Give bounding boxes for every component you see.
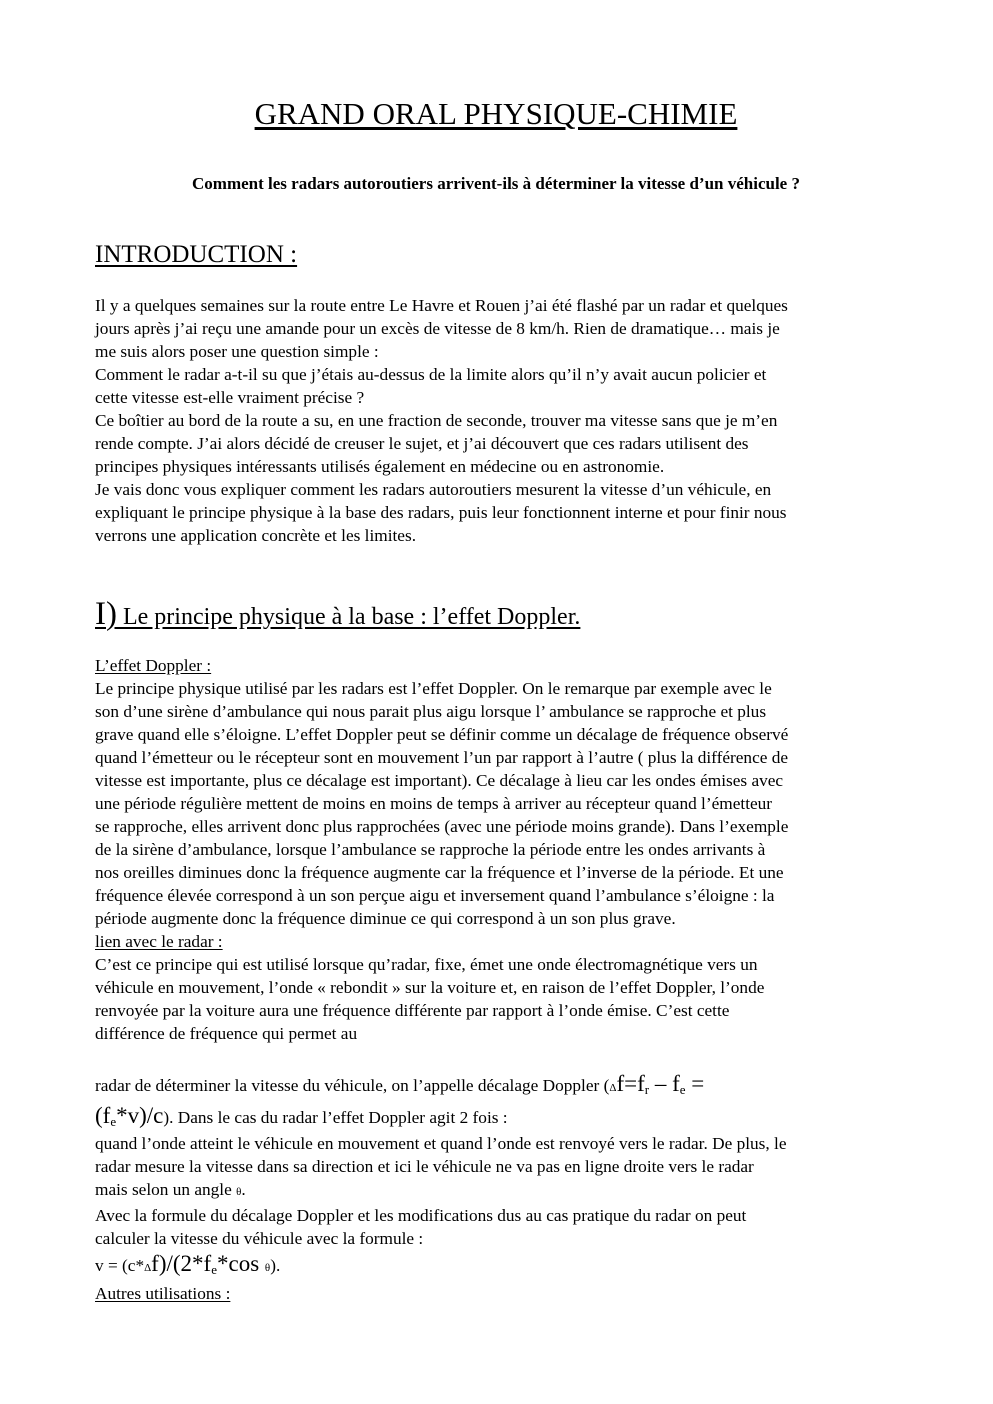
text-line: une période régulière mettent de moins en moins de temps à arriver au récepteur quand l’émetteur xyxy=(95,794,773,813)
formula-fragment: f=f xyxy=(616,1071,645,1096)
text-line: principes physiques intéressants utilisés également en médecine ou en astronomie. xyxy=(95,457,665,476)
text-line: véhicule en mouvement, l’onde « rebondit » sur la voiture et, en raison de l’effet Doppler, l’onde xyxy=(95,978,765,997)
text-line: fréquence élevée correspond à un son perçue aigu et inversement quand l’ambulance s’éloigne : la xyxy=(95,886,775,905)
text-line xyxy=(95,1178,905,1204)
text-line: cette vitesse est-elle vraiment précise ? xyxy=(95,388,365,407)
introduction-text xyxy=(95,294,905,547)
subscript-e: e xyxy=(211,1262,217,1277)
formula-text xyxy=(95,1070,905,1305)
text-line: Ce boîtier au bord de la route a su, en une fraction de seconde, trouver ma vitesse sans que je m’en xyxy=(95,411,778,430)
theta-symbol: θ xyxy=(264,1262,271,1274)
document-title: GRAND ORAL PHYSIQUE-CHIMIE xyxy=(254,96,738,131)
text-line: quand l’onde atteint le véhicule en mouvement et quand l’onde est renvoyé vers le radar. De plus, le xyxy=(95,1134,787,1153)
text-line: verrons une application concrète et les limites. xyxy=(95,526,417,545)
text-line: quand l’émetteur ou le récepteur sont en mouvement l’un par rapport à l’autre ( plus la différence de xyxy=(95,748,789,767)
formula-fragment: (f xyxy=(95,1103,111,1128)
text-line: Je vais donc vous expliquer comment les radars autoroutiers mesurent la vitesse d’un véhicule, en xyxy=(95,480,772,499)
text-line: me suis alors poser une question simple : xyxy=(95,342,379,361)
subscript-e: e xyxy=(679,1082,686,1097)
text-line: vitesse est importante, plus ce décalage est important). Ce décalage à lieu car les ondes émises avec xyxy=(95,771,784,790)
delta-symbol: Δ xyxy=(609,1082,617,1094)
text-line: jours après j’ai reçu une amande pour un excès de vitesse de 8 km/h. Rien de dramatique… mais je xyxy=(95,319,780,338)
text-fragment: mais selon un angle xyxy=(95,1180,237,1199)
formula-fragment: – f xyxy=(649,1071,680,1096)
text-line: différence de fréquence qui permet au xyxy=(95,1024,358,1043)
delta-symbol: Δ xyxy=(144,1262,152,1274)
text-line: rende compte. J’ai alors décidé de creuser le sujet, et j’ai découvert que ces radars utilisent des xyxy=(95,434,749,453)
text-fragment: ). Dans le cas du radar l’effet Doppler agit 2 fois : xyxy=(163,1108,508,1127)
text-fragment: radar de déterminer la vitesse du véhicule, on l’appelle décalage Doppler ( xyxy=(95,1076,610,1095)
formula-fragment: = xyxy=(685,1071,705,1096)
text-line: de la sirène d’ambulance, lorsque l’ambulance se rapproche la période entre les ondes arrivants à xyxy=(95,840,766,859)
text-line: expliquant le principe physique à la base des radars, puis leur fonctionnent interne et pour finir nous xyxy=(95,503,787,522)
text-fragment: . xyxy=(241,1180,246,1199)
theta-symbol: θ xyxy=(236,1186,242,1198)
section-1-heading xyxy=(95,594,580,637)
formula-fragment: *cos xyxy=(216,1251,265,1276)
text-line: Il y a quelques semaines sur la route entre Le Havre et Rouen j’ai été flashé par un radar et quelques xyxy=(95,296,788,315)
text-line: son d’une sirène d’ambulance qui nous parait plus aigu lorsque l’ ambulance se rapproche et plus xyxy=(95,702,767,721)
text-line: grave quand elle s’éloigne. L’effet Doppler peut se définir comme un décalage de fréquence observé xyxy=(95,725,789,744)
formula-line-2 xyxy=(95,1102,905,1132)
text-line: Comment le radar a-t-il su que j’étais au-dessus de la limite alors qu’il n’y avait aucun policier et xyxy=(95,365,767,384)
text-line: renvoyée par la voiture aura une fréquence différente par rapport à l’onde émise. C’est cette xyxy=(95,1001,730,1020)
introduction-heading: INTRODUCTION : xyxy=(95,241,298,268)
text-line: nos oreilles diminues donc la fréquence augmente car la fréquence et l’inverse de la période. Et une xyxy=(95,863,784,882)
subscript-e: e xyxy=(110,1114,117,1129)
velocity-formula xyxy=(95,1250,905,1282)
text-fragment: v = (c* xyxy=(95,1256,145,1275)
subheading-doppler: L’effet Doppler : xyxy=(95,656,212,675)
section-1-number: I) xyxy=(95,596,117,632)
text-fragment: ). xyxy=(270,1256,281,1275)
section-1-text xyxy=(95,654,905,1045)
formula-fragment: *v)/c xyxy=(116,1103,164,1128)
text-line: Avec la formule du décalage Doppler et les modifications dus au cas pratique du radar on peut xyxy=(95,1206,747,1225)
text-line: radar mesure la vitesse dans sa direction et ici le véhicule ne va pas en ligne droite vers le radar xyxy=(95,1157,754,1176)
text-line: C’est ce principe qui est utilisé lorsque qu’radar, fixe, émet une onde électromagnétique vers un xyxy=(95,955,758,974)
document-subtitle: Comment les radars autoroutiers arrivent-ils à déterminer la vitesse d’un véhicule ? xyxy=(192,174,800,193)
formula-fragment: f)/(2*f xyxy=(151,1251,212,1276)
text-line: se rapproche, elles arrivent donc plus rapprochées (avec une période moins grande). Dans l’exemple xyxy=(95,817,789,836)
text-line: Le principe physique utilisé par les radars est l’effet Doppler. On le remarque par exemple avec le xyxy=(95,679,772,698)
formula-line-1 xyxy=(95,1070,905,1102)
subscript-r: r xyxy=(644,1082,650,1097)
section-1-title: Le principe physique à la base : l’effet Doppler. xyxy=(116,604,581,630)
subheading-other-uses: Autres utilisations : xyxy=(95,1284,231,1303)
text-line: calculer la vitesse du véhicule avec la formule : xyxy=(95,1229,424,1248)
text-line: période augmente donc la fréquence diminue ce qui correspond à un son plus grave. xyxy=(95,909,676,928)
subheading-radar-link: lien avec le radar : xyxy=(95,932,223,951)
